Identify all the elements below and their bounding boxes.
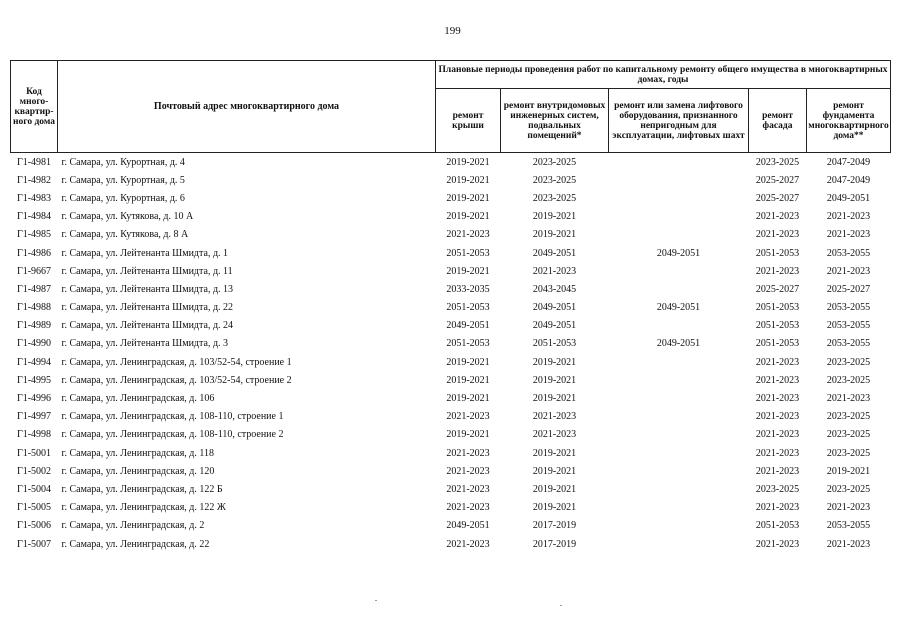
cell-systems: 2017-2019 [532,538,577,550]
cell-elevator [609,517,749,535]
cell-roof: 2021-2023 [446,411,490,423]
cell-code: Г1-5004 [16,483,52,495]
cell-systems: 2043-2045 [532,283,577,295]
table-row [11,444,891,462]
cell-systems: 2049-2051 [532,247,577,259]
cell-systems: 2019-2021 [532,229,577,241]
cell-elevator [609,499,749,517]
cell-code: Г1-5001 [16,447,52,459]
cell-systems: 2019-2021 [532,502,577,514]
cell-elevator [609,480,749,498]
cell-address: г. Самара, ул. Лейтенанта Шмидта, д. 24 [61,320,234,332]
page-number: 199 [444,25,461,37]
table-row [11,335,891,353]
cell-code: Г1-4987 [16,283,52,295]
cell-code: Г1-4981 [16,156,52,168]
cell-code: Г1-4997 [16,411,52,423]
cell-address: г. Самара, ул. Кутякова, д. 10 А [61,211,194,223]
cell-address: г. Самара, ул. Ленинградская, д. 108-110, строение 1 [61,411,284,423]
cell-code: Г1-5005 [16,502,52,514]
cell-roof: 2051-2053 [446,247,490,259]
table-row [11,517,891,535]
cell-code: Г1-4998 [16,429,52,441]
cell-code: Г1-4984 [16,211,52,223]
cell-foundation: 2021-2023 [826,265,871,277]
cell-roof: 2021-2023 [446,538,490,550]
table-row [11,299,891,317]
cell-foundation: 2049-2051 [826,192,871,204]
cell-elevator [609,371,749,389]
cell-code: Г1-4990 [16,338,52,350]
cell-address: г. Самара, ул. Ленинградская, д. 118 [61,447,215,459]
cell-facade: 2021-2023 [755,538,800,550]
cell-address: г. Самара, ул. Ленинградская, д. 108-110, строение 2 [61,429,284,441]
cell-systems: 2049-2051 [532,302,577,314]
cell-address: г. Самара, ул. Лейтенанта Шмидта, д. 13 [61,283,234,295]
header-code: Код много-квартир-ного дома [11,61,58,153]
cell-elevator [609,353,749,371]
cell-facade: 2023-2025 [755,156,800,168]
cell-address: г. Самара, ул. Курортная, д. 4 [61,156,185,168]
cell-code: Г1-5006 [16,520,52,532]
cell-code: Г1-4995 [16,374,52,386]
cell-systems: 2019-2021 [532,374,577,386]
cell-facade: 2051-2053 [755,520,800,532]
cell-facade: 2021-2023 [755,211,800,223]
cell-code: Г1-4994 [16,356,52,368]
table-row [11,208,891,226]
cell-elevator: 2049-2051 [656,247,701,259]
cell-systems: 2051-2053 [532,338,577,350]
cell-elevator: 2049-2051 [656,338,701,350]
cell-foundation: 2023-2025 [826,411,871,423]
cell-foundation: 2053-2055 [826,320,871,332]
cell-address: г. Самара, ул. Ленинградская, д. 103/52-54, строение 1 [61,356,292,368]
cell-facade: 2021-2023 [755,374,800,386]
repair-schedule-table [10,60,891,553]
cell-foundation: 2025-2027 [826,283,871,295]
table-header [11,61,891,153]
cell-systems: 2023-2025 [532,192,577,204]
cell-systems: 2021-2023 [532,265,577,277]
cell-address: г. Самара, ул. Ленинградская, д. 103/52-54, строение 2 [61,374,292,386]
cell-foundation: 2053-2055 [826,302,871,314]
table-row [11,462,891,480]
cell-code: Г1-4989 [16,320,52,332]
cell-address: г. Самара, ул. Ленинградская, д. 120 [61,465,215,477]
table-row [11,408,891,426]
cell-foundation: 2023-2025 [826,356,871,368]
table-row [11,189,891,207]
cell-address: г. Самара, ул. Лейтенанта Шмидта, д. 22 [61,302,234,314]
cell-roof: 2019-2021 [446,393,490,405]
cell-roof: 2019-2021 [446,211,490,223]
cell-roof: 2019-2021 [446,156,490,168]
cell-systems: 2021-2023 [532,429,577,441]
cell-code: Г1-5002 [16,465,52,477]
header-facade: ремонт фасада [749,89,807,153]
cell-systems: 2023-2025 [532,174,577,186]
table-row [11,480,891,498]
cell-foundation: 2019-2021 [826,465,871,477]
cell-address: г. Самара, ул. Курортная, д. 5 [61,174,185,186]
cell-roof: 2021-2023 [446,502,490,514]
cell-elevator [609,317,749,335]
cell-roof: 2019-2021 [446,356,490,368]
cell-elevator [609,208,749,226]
cell-facade: 2023-2025 [755,483,800,495]
cell-roof: 2019-2021 [446,374,490,386]
cell-code: Г1-5007 [16,538,52,550]
cell-elevator [609,171,749,189]
cell-foundation: 2053-2055 [826,520,871,532]
cell-elevator [609,444,749,462]
cell-address: г. Самара, ул. Ленинградская, д. 2 [61,520,205,532]
cell-code: Г1-4982 [16,174,52,186]
header-elevator: ремонт или замена лифтового оборудования, признанного непригодным для эксплуатации, лифтовых шахт [609,89,749,153]
table-row [11,244,891,262]
cell-roof: 2021-2023 [446,483,490,495]
table-body [11,153,891,554]
cell-facade: 2051-2053 [755,247,800,259]
cell-code: Г1-4996 [16,393,52,405]
cell-address: г. Самара, ул. Лейтенанта Шмидта, д. 3 [61,338,229,350]
cell-systems: 2019-2021 [532,356,577,368]
cell-elevator [609,389,749,407]
cell-systems: 2019-2021 [532,447,577,459]
cell-facade: 2021-2023 [755,465,800,477]
cell-facade: 2021-2023 [755,502,800,514]
header-address: Почтовый адрес многоквартирного дома [58,61,436,153]
cell-elevator [609,262,749,280]
cell-systems: 2021-2023 [532,411,577,423]
cell-elevator [609,226,749,244]
cell-code: Г1-4986 [16,247,52,259]
cell-foundation: 2047-2049 [826,156,871,168]
cell-systems: 2019-2021 [532,393,577,405]
cell-address: г. Самара, ул. Лейтенанта Шмидта, д. 1 [61,247,229,259]
table-row [11,317,891,335]
cell-roof: 2021-2023 [446,447,490,459]
cell-roof: 2021-2023 [446,229,490,241]
table-row [11,280,891,298]
table-row [11,389,891,407]
cell-facade: 2021-2023 [755,229,800,241]
cell-elevator [609,280,749,298]
cell-foundation: 2021-2023 [826,229,871,241]
cell-foundation: 2023-2025 [826,429,871,441]
cell-facade: 2021-2023 [755,411,800,423]
cell-roof: 2019-2021 [446,429,490,441]
cell-elevator [609,408,749,426]
cell-elevator: 2049-2051 [656,302,701,314]
header-systems: ремонт внутридомовых инженерных систем, подвальных помещений* [501,89,609,153]
cell-facade: 2051-2053 [755,302,800,314]
cell-systems: 2017-2019 [532,520,577,532]
table-row [11,371,891,389]
cell-facade: 2021-2023 [755,393,800,405]
cell-systems: 2019-2021 [532,211,577,223]
cell-systems: 2019-2021 [532,465,577,477]
cell-elevator [609,535,749,553]
cell-foundation: 2023-2025 [826,374,871,386]
cell-foundation: 2023-2025 [826,447,871,459]
header-roof: ремонт крыши [436,89,501,153]
cell-facade: 2025-2027 [755,192,800,204]
cell-foundation: 2021-2023 [826,211,871,223]
header-foundation: ремонт фундамента многоквартирного дома** [807,89,891,153]
table-row [11,353,891,371]
cell-code: Г1-4985 [16,229,52,241]
cell-systems: 2049-2051 [532,320,577,332]
cell-address: г. Самара, ул. Лейтенанта Шмидта, д. 11 [61,265,233,277]
cell-elevator [609,189,749,207]
cell-facade: 2051-2053 [755,338,800,350]
table-row [11,535,891,553]
cell-address: г. Самара, ул. Ленинградская, д. 122 Б [61,483,223,495]
scan-speck [560,605,562,606]
cell-code: Г1-4988 [16,302,52,314]
cell-facade: 2021-2023 [755,429,800,441]
cell-elevator [609,153,749,172]
cell-facade: 2025-2027 [755,283,800,295]
cell-elevator [609,426,749,444]
table-row [11,262,891,280]
table-row [11,226,891,244]
cell-foundation: 2021-2023 [826,393,871,405]
cell-facade: 2021-2023 [755,356,800,368]
cell-roof: 2051-2053 [446,302,490,314]
cell-systems: 2019-2021 [532,483,577,495]
header-periods: Плановые периоды проведения работ по капитальному ремонту общего имущества в многоквартирных домах, годы [436,61,891,89]
cell-address: г. Самара, ул. Курортная, д. 6 [61,192,185,204]
cell-systems: 2023-2025 [532,156,577,168]
cell-address: г. Самара, ул. Кутякова, д. 8 А [61,229,189,241]
cell-facade: 2021-2023 [755,447,800,459]
table-row [11,426,891,444]
cell-facade: 2025-2027 [755,174,800,186]
cell-roof: 2019-2021 [446,265,490,277]
table-row [11,153,891,172]
cell-roof: 2019-2021 [446,174,490,186]
cell-roof: 2019-2021 [446,192,490,204]
cell-roof: 2049-2051 [446,520,490,532]
cell-code: Г1-9667 [16,265,52,277]
cell-roof: 2049-2051 [446,320,490,332]
scan-speck [375,600,377,601]
cell-foundation: 2047-2049 [826,174,871,186]
cell-address: г. Самара, ул. Ленинградская, д. 22 [61,538,210,550]
cell-foundation: 2021-2023 [826,538,871,550]
cell-roof: 2051-2053 [446,338,490,350]
cell-address: г. Самара, ул. Ленинградская, д. 122 Ж [61,502,226,514]
cell-foundation: 2023-2025 [826,483,871,495]
cell-facade: 2051-2053 [755,320,800,332]
cell-elevator [609,462,749,480]
cell-code: Г1-4983 [16,192,52,204]
cell-foundation: 2053-2055 [826,338,871,350]
table-row [11,171,891,189]
cell-address: г. Самара, ул. Ленинградская, д. 106 [61,393,215,405]
cell-foundation: 2021-2023 [826,502,871,514]
table-row [11,499,891,517]
cell-facade: 2021-2023 [755,265,800,277]
cell-roof: 2033-2035 [446,283,490,295]
cell-foundation: 2053-2055 [826,247,871,259]
cell-roof: 2021-2023 [446,465,490,477]
